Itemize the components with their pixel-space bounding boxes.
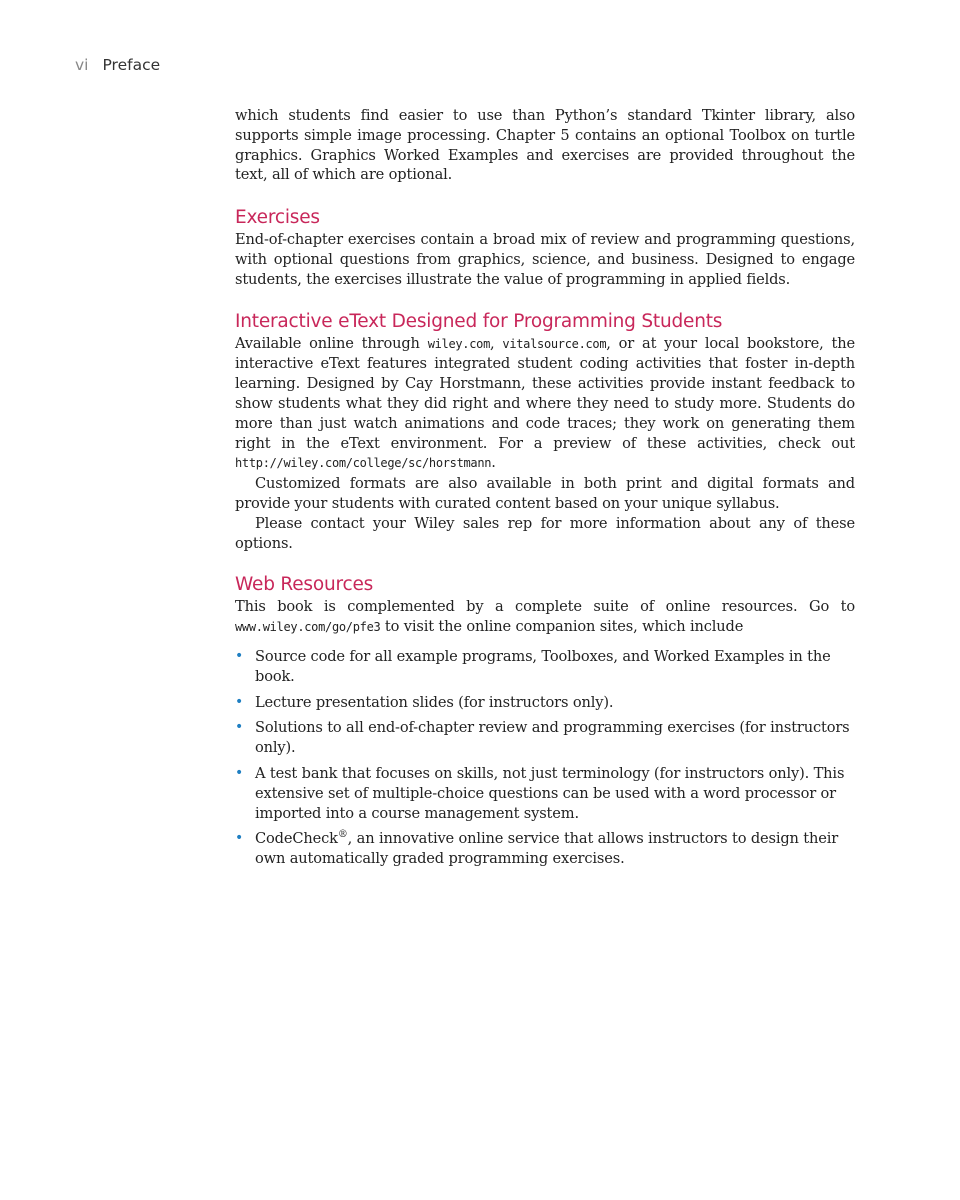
- list-item-text: Solutions to all end-of-chapter review and programming exercises (for instructors only).: [255, 719, 850, 757]
- bullet-icon: •: [235, 647, 244, 664]
- etext-heading: Interactive eText Designed for Programming Students: [235, 310, 723, 332]
- text-run: , or at your local bookstore, the interactive eText features integrated student coding activities that foster in-depth learning. Designed by Cay Horstmann, these activities provide instant feedback to show students what they did right and where they need to study more. Students do more than just watch animations and code traces; they work on generating them right in the eText environment. For a preview of these activities, check out: [235, 334, 856, 452]
- text-run: .: [491, 454, 496, 472]
- bullet-icon: •: [235, 693, 244, 710]
- exercises-paragraph: End-of-chapter exercises contain a broad mix of review and programming questions, with optional questions from graphics, science, and business. Designed to engage students, the exercises illustrate the value of programming in applied fields.: [235, 231, 855, 288]
- web-resources-intro: [235, 597, 855, 638]
- wiley-link: wiley.com: [427, 336, 491, 351]
- registered-mark: ®: [337, 829, 348, 841]
- list-item-text: , an innovative online service that allows instructors to design their own automatically graded programming exercises.: [255, 830, 839, 868]
- text-run: Available online through: [235, 334, 428, 352]
- vitalsource-link: vitalsource.com: [502, 336, 607, 351]
- bullet-icon: •: [235, 764, 244, 781]
- list-item: [235, 718, 855, 758]
- intro-paragraph: which students find easier to use than Python’s standard Tkinter library, also supports simple image processing. Chapter 5 contains an optional Toolbox on turtle graphics. Graphics Worked Examples and exercises are provided throughout the text, all of which are optional.: [235, 107, 855, 184]
- list-item: [235, 764, 855, 823]
- text-run: to visit the online companion sites, which include: [380, 618, 744, 636]
- etext-paragraph-2: Customized formats are also available in both print and digital formats and provide your students with curated content based on your unique syllabus.: [235, 475, 855, 512]
- bullet-icon: •: [235, 719, 244, 736]
- page-body: [235, 106, 855, 875]
- running-head: [75, 56, 160, 74]
- codecheck-name: CodeCheck: [255, 830, 338, 848]
- running-head-title: Preface: [102, 56, 161, 74]
- web-resources-heading: Web Resources: [235, 574, 374, 596]
- etext-paragraph-3: Please contact your Wiley sales rep for more information about any of these options.: [235, 514, 855, 552]
- companion-site-link: www.wiley.com/go/pfe3: [235, 620, 381, 635]
- list-item-text: A test bank that focuses on skills, not just terminology (for instructors only). This extensive set of multiple-choice questions can be used with a word processor or imported into a course management system.: [255, 764, 845, 822]
- text-run: This book is complemented by a complete suite of online resources. Go to: [235, 598, 855, 616]
- horstmann-link: http://wiley.com/college/sc/horstmann: [235, 456, 492, 471]
- exercises-heading: Exercises: [235, 207, 320, 229]
- list-item: [235, 647, 855, 687]
- resource-list: [235, 647, 855, 869]
- etext-paragraph-1: [235, 334, 855, 475]
- list-item-text: Lecture presentation slides (for instructors only).: [255, 693, 614, 711]
- list-item: [235, 693, 855, 713]
- text-run: ,: [490, 334, 503, 352]
- list-item-text: Source code for all example programs, Toolboxes, and Worked Examples in the book.: [255, 647, 831, 685]
- bullet-icon: •: [235, 830, 244, 847]
- page-number: vi: [75, 56, 89, 74]
- list-item: [235, 829, 855, 869]
